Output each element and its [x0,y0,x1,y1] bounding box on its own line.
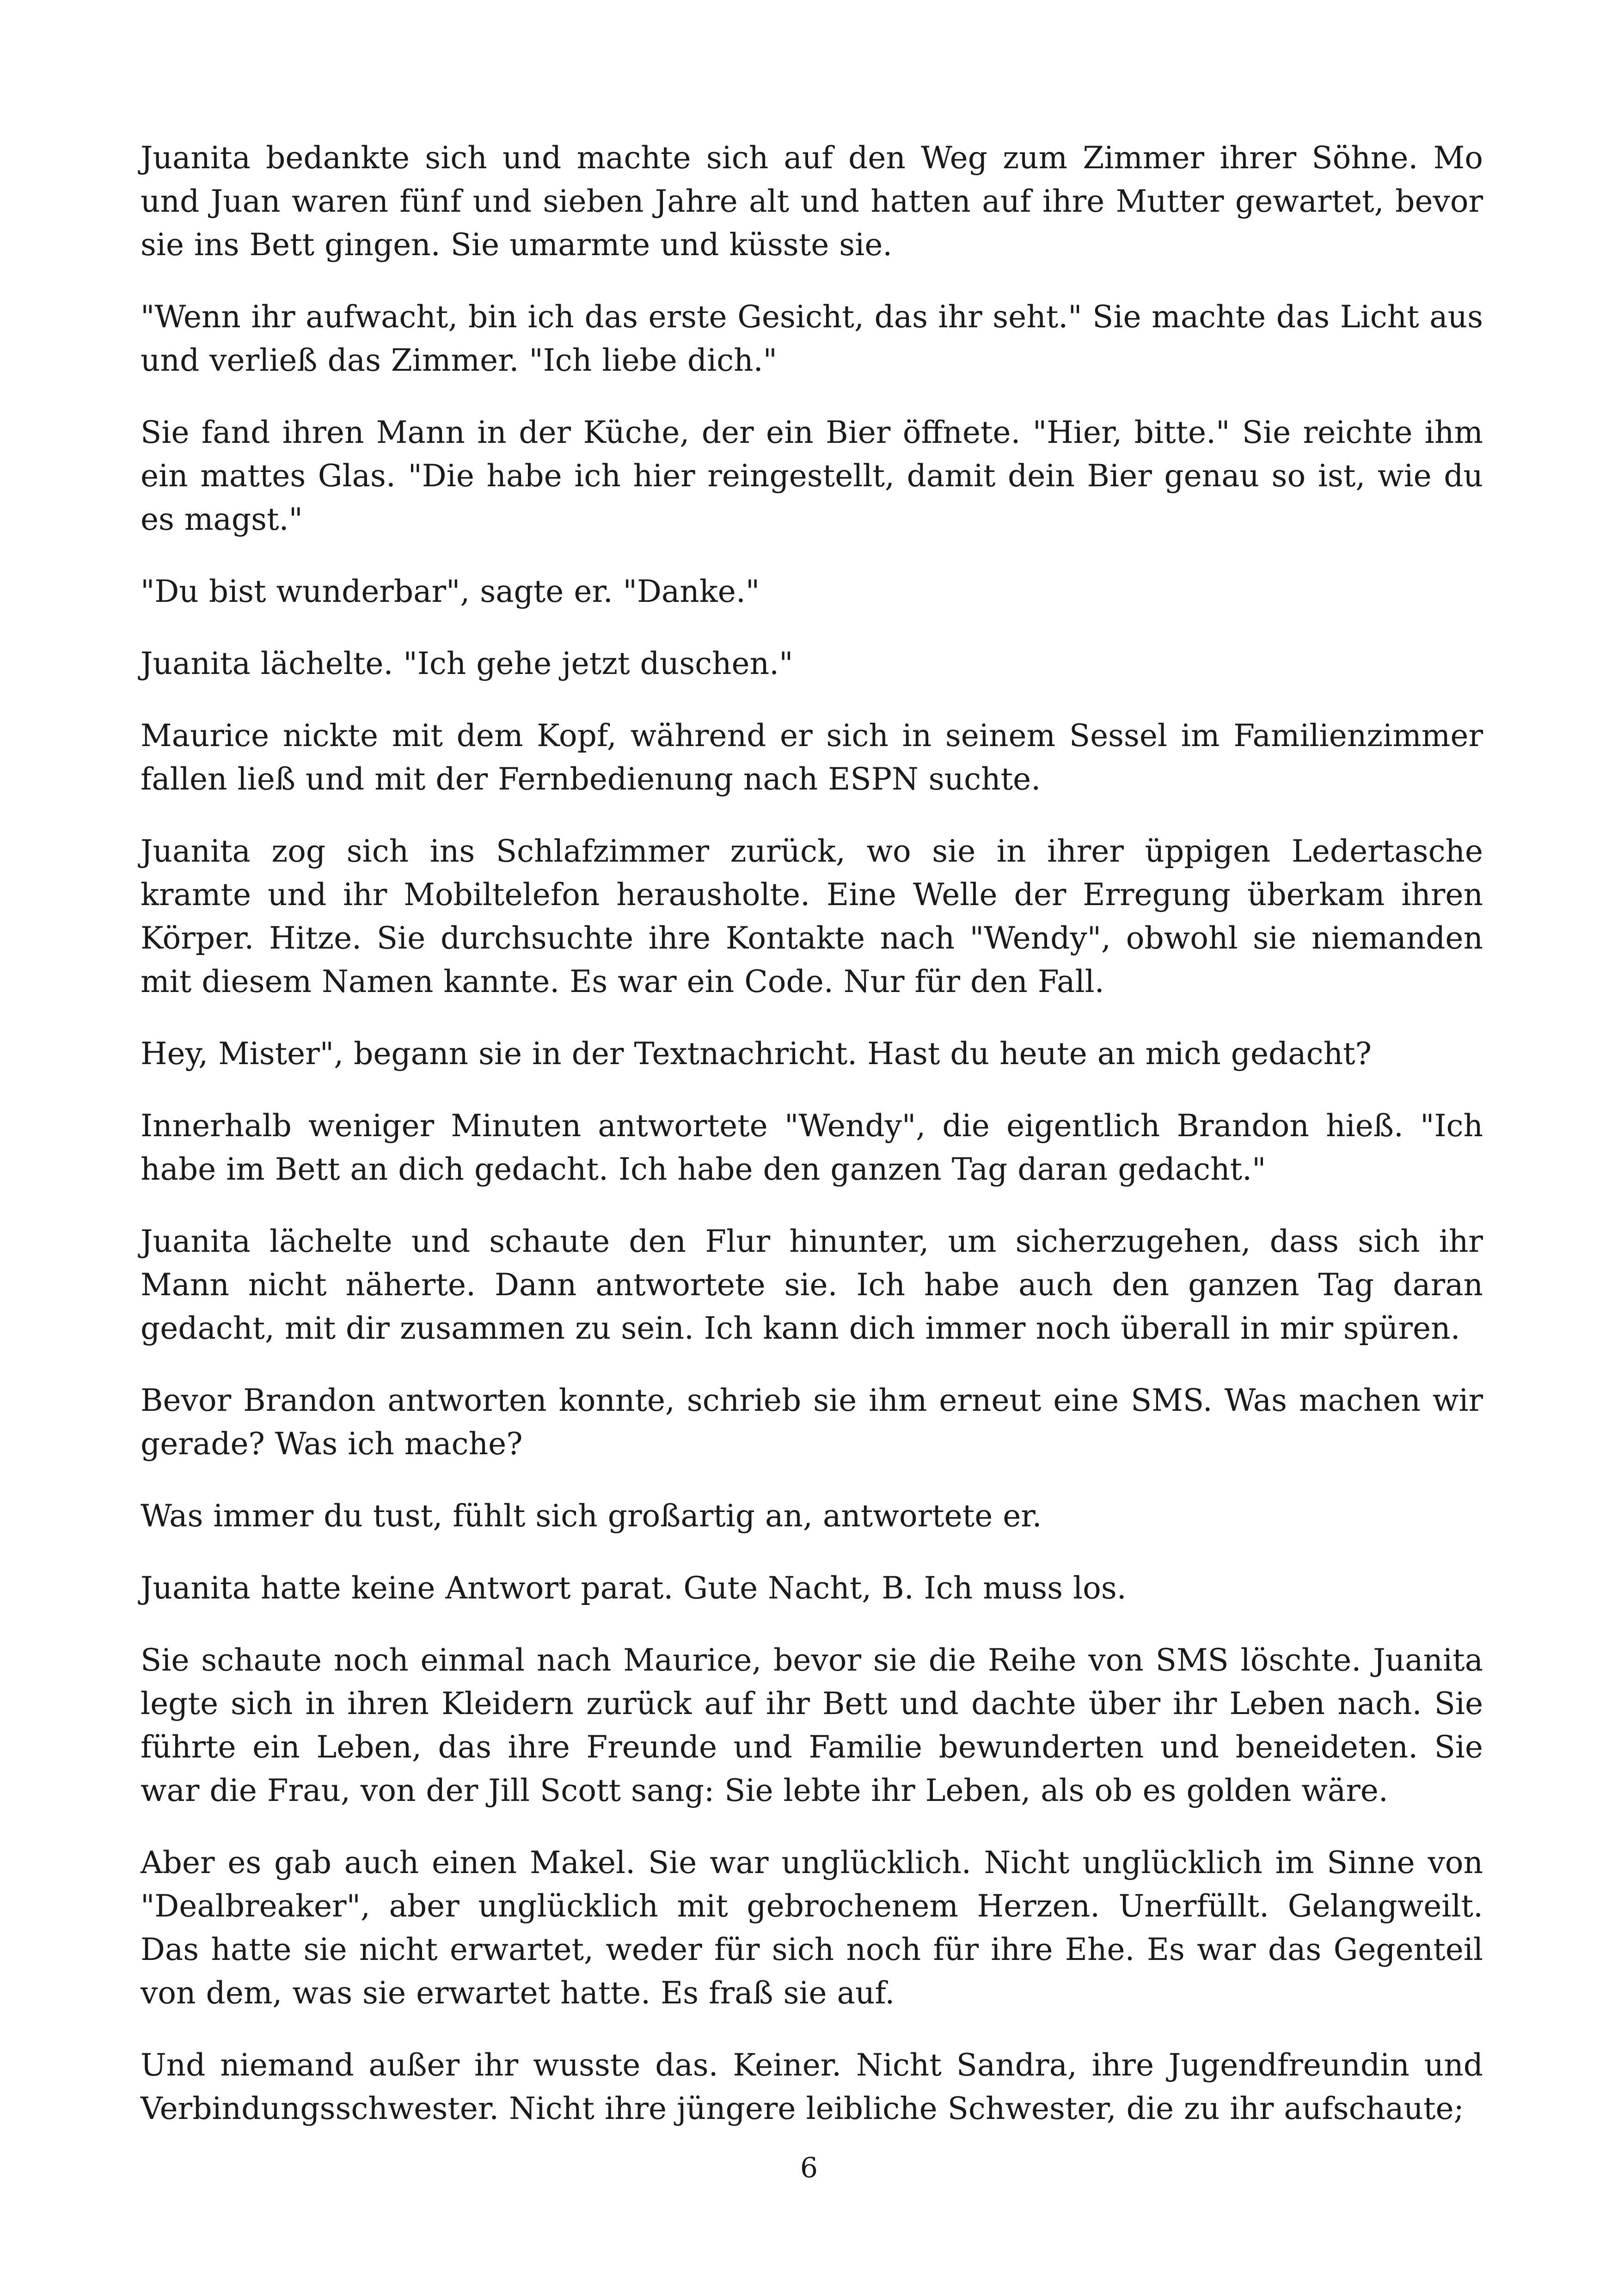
paragraph: Juanita lächelte und schaute den Flur hinunter, um sicherzugehen, dass sich ihr Mann nicht näherte. Dann antwortete sie. Ich habe auch den ganzen Tag daran gedacht, mit dir zusammen zu sein. Ich kann dich immer noch überall in mir spüren. [141,1224,1483,1346]
paragraph: Juanita lächelte. "Ich gehe jetzt duschen." [141,646,793,681]
paragraph: "Wenn ihr aufwacht, bin ich das erste Gesicht, das ihr seht." Sie machte das Licht aus und verließ das Zimmer. "Ich liebe dich." [141,299,1483,378]
paragraph: Hey, Mister", begann sie in der Textnachricht. Hast du heute an mich gedacht? [141,1036,1372,1071]
paragraph: Sie fand ihren Mann in der Küche, der ein Bier öffnete. "Hier, bitte." Sie reichte ihm ein mattes Glas. "Die habe ich hier reingestellt, damit dein Bier genau so ist, wie du es magst." [141,415,1483,537]
paragraph: Sie schaute noch einmal nach Maurice, bevor sie die Reihe von SMS löschte. Juanita legte sich in ihren Kleidern zurück auf ihr Bett und dachte über ihr Leben nach. Sie führte ein Leben, das ihre Freunde und Familie bewunderten und beneideten. Sie war die Frau, von der Jill Scott sang: Sie lebte ihr Leben, als ob es golden wäre. [141,1642,1483,1808]
paragraph: Juanita hatte keine Antwort parat. Gute Nacht, B. Ich muss los. [141,1570,1127,1606]
paragraph: Maurice nickte mit dem Kopf, während er sich in seinem Sessel im Familienzimmer fallen ließ und mit der Fernbedienung nach ESPN suchte. [141,718,1483,797]
paragraph: Juanita zog sich ins Schlafzimmer zurück, wo sie in ihrer üppigen Ledertasche kramte und ihr Mobiltelefon herausholte. Eine Welle der Erregung überkam ihren Körper. Hitze. Sie durchsuchte ihre Kontakte nach "Wendy", obwohl sie niemanden mit diesem Namen kannte. Es war ein Code. Nur für den Fall. [141,833,1483,999]
paragraph: Innerhalb weniger Minuten antwortete "Wendy", die eigentlich Brandon hieß. "Ich habe im Bett an dich gedacht. Ich habe den ganzen Tag daran gedacht." [141,1108,1483,1187]
paragraph: Aber es gab auch einen Makel. Sie war unglücklich. Nicht unglücklich im Sinne von "Dealbreaker", aber unglücklich mit gebrochenem Herzen. Unerfüllt. Gelangweilt. Das hatte sie nicht erwartet, weder für sich noch für ihre Ehe. Es war das Gegenteil von dem, was sie erwartet hatte. Es fraß sie auf. [141,1845,1483,2011]
paragraph: "Du bist wunderbar", sagte er. "Danke." [141,574,760,609]
paragraph: Bevor Brandon antworten konnte, schrieb sie ihm erneut eine SMS. Was machen wir gerade? Was ich mache? [141,1383,1483,1462]
paragraph: Juanita bedankte sich und machte sich auf den Weg zum Zimmer ihrer Söhne. Mo und Juan waren fünf und sieben Jahre alt und hatten auf ihre Mutter gewartet, bevor sie ins Bett gingen. Sie umarmte und küsste sie. [141,140,1483,263]
body-text [141,136,1483,2159]
paragraph: Was immer du tust, fühlt sich großartig an, antwortete er. [141,1498,1042,1534]
paragraph: Und niemand außer ihr wusste das. Keiner. Nicht Sandra, ihre Jugendfreundin und Verbindungsschwester. Nicht ihre jüngere leibliche Schwester, die zu ihr aufschaute; [141,2047,1483,2126]
page-number: 6 [800,2152,818,2184]
